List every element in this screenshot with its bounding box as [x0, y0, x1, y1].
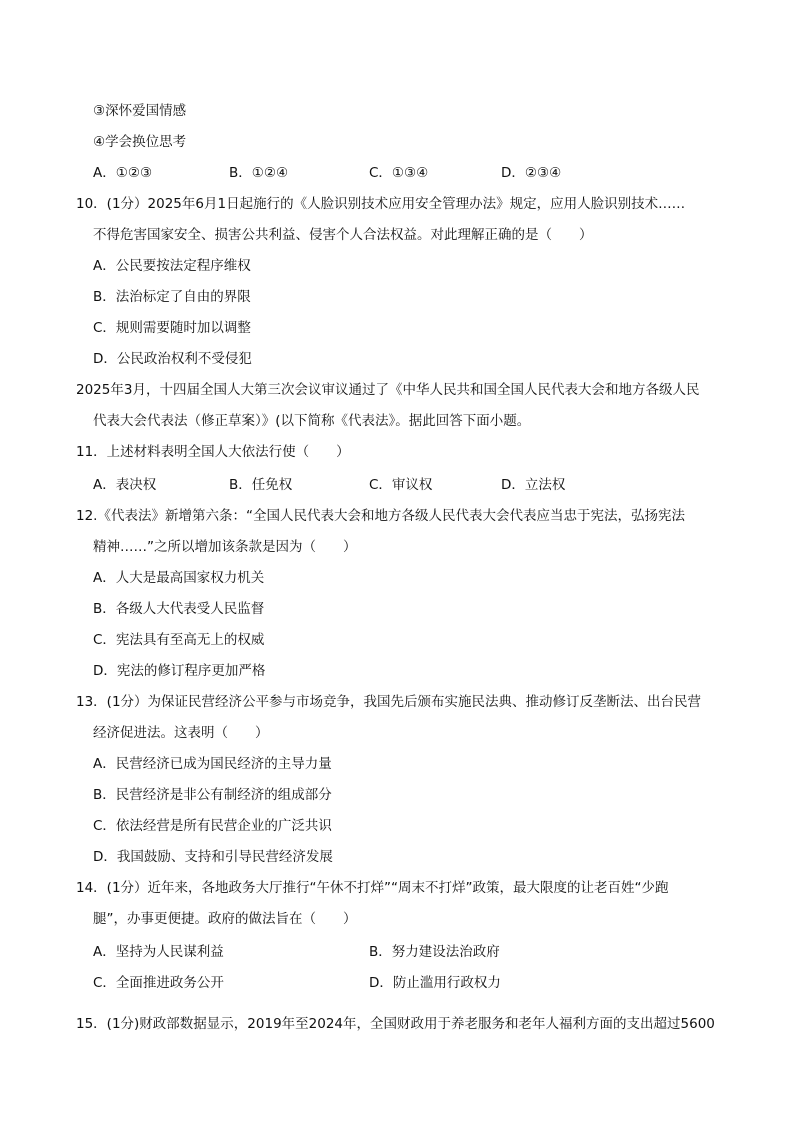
q14-choice-c: C．全面推进政务公开 [93, 975, 224, 991]
q11-choice-c: C．审议权 [369, 477, 433, 493]
q13-choice-d: D．我国鼓励、支持和引导民营经济发展 [93, 849, 333, 865]
material-line2: 代表大会代表法（修正草案）》(以下简称《代表法》。据此回答下面小题。 [93, 413, 531, 429]
prev-choice-c: C．①③④ [369, 165, 429, 181]
q10-choice-c: C．规则需要随时加以调整 [93, 320, 251, 336]
q10-choice-a: A．公民要按法定程序维权 [93, 258, 251, 274]
q12-stem-line2: 精神……”之所以增加该条款是因为（ ） [93, 539, 357, 555]
q13-stem-line2: 经济促进法。这表明（ ） [93, 725, 269, 741]
prev-choice-a: A．①②③ [93, 165, 153, 181]
q11-stem: 11．上述材料表明全国人大依法行使（ ） [76, 444, 350, 460]
q13-choice-b: B．民营经济是非公有制经济的组成部分 [93, 787, 332, 803]
q10-choice-b: B．法治标定了自由的界限 [93, 289, 251, 305]
q14-choice-a: A．坚持为人民谋利益 [93, 944, 224, 960]
q12-stem-line1: 12.《代表法》新增第六条：“全国人民代表大会和地方各级人民代表大会代表应当忠于宪法，弘扬宪法 [76, 508, 685, 524]
q12-choice-b: B．各级人大代表受人民监督 [93, 601, 265, 617]
prev-choice-b: B．①②④ [229, 165, 289, 181]
prev-option-4: ④学会换位思考 [93, 134, 187, 150]
q12-choice-c: C．宪法具有至高无上的权威 [93, 632, 265, 648]
q14-stem-line1: 14．(1分）近年来，各地政务大厅推行“午休不打烊”“周末不打烊”政策，最大限度的让老百姓“少跑 [76, 880, 669, 896]
q15-stem-line1: 15．(1分)财政部数据显示，2019年至2024年，全国财政用于养老服务和老年人福利方面的支出超过5600 [76, 1016, 715, 1032]
q13-choice-a: A．民营经济已成为国民经济的主导力量 [93, 756, 332, 772]
q12-choice-d: D．宪法的修订程序更加严格 [93, 663, 266, 679]
prev-choice-d: D．②③④ [501, 165, 562, 181]
q11-choice-d: D．立法权 [501, 477, 566, 493]
q12-choice-a: A．人大是最高国家权力机关 [93, 570, 265, 586]
q10-stem-line1: 10．(1分）2025年6月1日起施行的《人脸识别技术应用安全管理办法》规定，应用人脸识别技术…… [76, 196, 686, 212]
q14-choice-b: B．努力建设法治政府 [369, 944, 500, 960]
q13-choice-c: C．依法经营是所有民营企业的广泛共识 [93, 818, 332, 834]
q10-choice-d: D．公民政治权利不受侵犯 [93, 351, 252, 367]
q11-choice-a: A．表决权 [93, 477, 157, 493]
q14-choice-d: D．防止滥用行政权力 [369, 975, 501, 991]
q10-stem-line2: 不得危害国家安全、损害公共利益、侵害个人合法权益。对此理解正确的是（ ） [93, 227, 593, 243]
q11-choice-b: B．任免权 [229, 477, 293, 493]
material-line1: 2025年3月，十四届全国人大第三次会议审议通过了《中华人民共和国全国人民代表大会和地方各级人民 [76, 382, 700, 398]
q14-stem-line2: 腿”，办事更便捷。政府的做法旨在（ ） [93, 911, 357, 927]
q13-stem-line1: 13．(1分）为保证民营经济公平参与市场竞争，我国先后颁布实施民法典、推动修订反垄断法、出台民营 [76, 694, 702, 710]
prev-option-3: ③深怀爱国情感 [93, 103, 187, 119]
